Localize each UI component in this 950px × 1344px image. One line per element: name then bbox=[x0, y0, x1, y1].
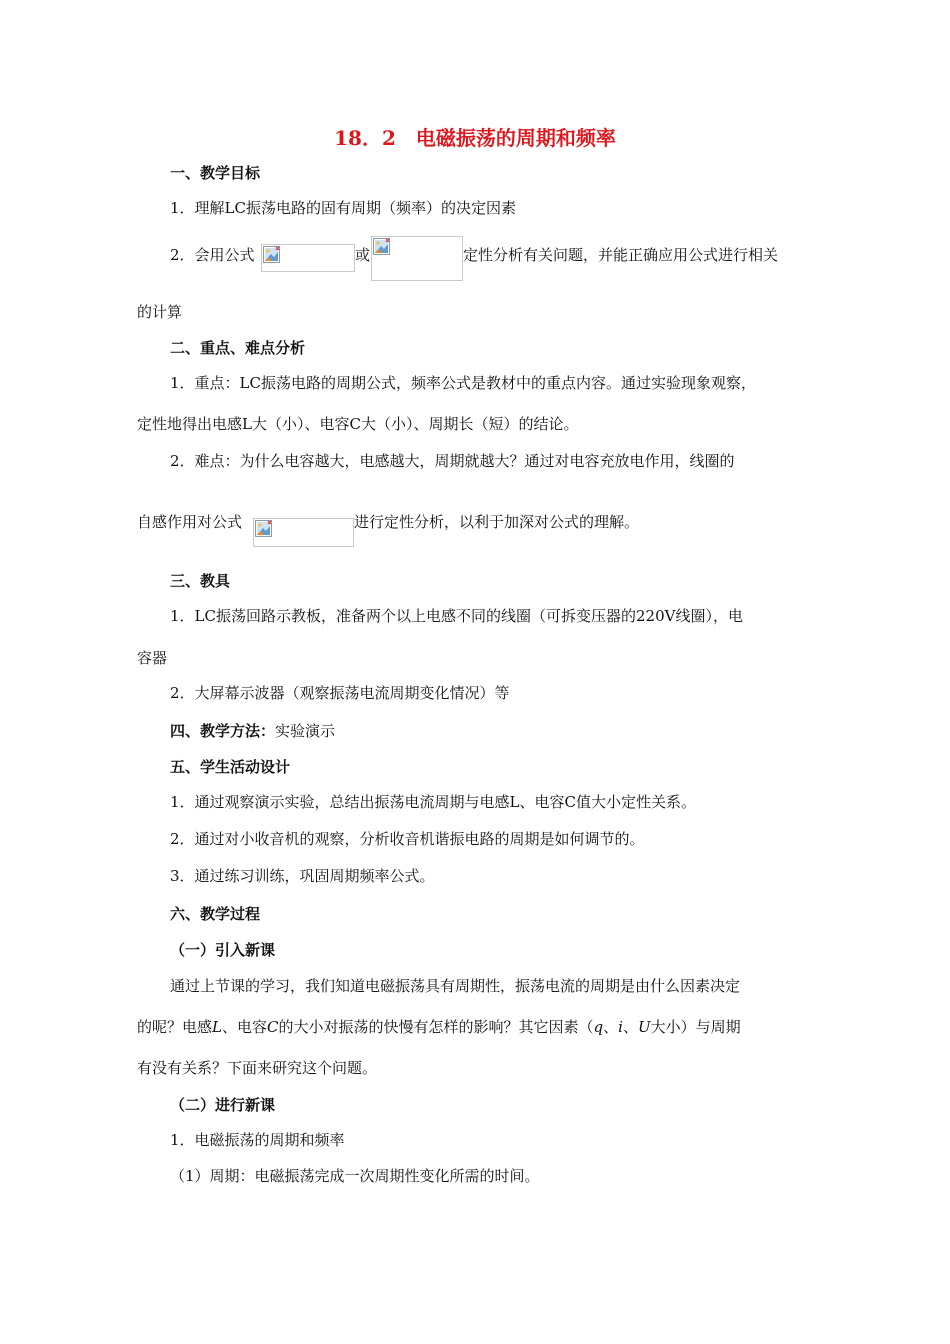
activity-item-3: 3．通过练习训练，巩固周期频率公式。 bbox=[170, 867, 435, 885]
formula-image-placeholder bbox=[371, 236, 463, 281]
broken-image-icon bbox=[263, 246, 280, 263]
equipment-item-1-line-2: 容器 bbox=[137, 649, 168, 667]
objective-item-1: 1．理解LC振荡电路的固有周期（频率）的决定因素 bbox=[170, 199, 516, 217]
section-heading-equipment: 三、教具 bbox=[170, 572, 231, 590]
equipment-item-1-line-1: 1．LC振荡回路示教板，准备两个以上电感不同的线圈（可拆变压器的220V线圈），电 bbox=[170, 607, 743, 625]
objective-item-2-text-b: 定性分析有关问题，并能正确应用公式进行相关 bbox=[463, 246, 779, 264]
objective-item-2-text-a: 2．会用公式 bbox=[170, 246, 255, 264]
broken-image-icon bbox=[255, 520, 272, 537]
difficulty-line-2a: 自感作用对公式 bbox=[137, 513, 243, 531]
subheading-introduction: （一）引入新课 bbox=[170, 941, 276, 959]
page-title: 18．2 电磁振荡的周期和频率 bbox=[334, 126, 616, 150]
section-heading-method: 四、教学方法： bbox=[170, 722, 276, 740]
section-heading-key-points: 二、重点、难点分析 bbox=[170, 339, 306, 357]
key-point-line-2: 定性地得出电感L大（小）、电容C大（小）、周期长（短）的结论。 bbox=[137, 415, 579, 433]
new-lesson-item-1: 1．电磁振荡的周期和频率 bbox=[170, 1131, 345, 1149]
intro-paragraph-line-2: 的呢？电感L、电容C的大小对振荡的快慢有怎样的影响？其它因素（q、i、U大小）与周期 bbox=[137, 1018, 741, 1036]
section-heading-objectives: 一、教学目标 bbox=[170, 164, 261, 182]
broken-image-icon bbox=[373, 238, 390, 255]
activity-item-2: 2．通过对小收音机的观察，分析收音机谐振电路的周期是如何调节的。 bbox=[170, 830, 645, 848]
equipment-item-2: 2．大屏幕示波器（观察振荡电流周期变化情况）等 bbox=[170, 684, 510, 702]
objective-item-2-text-c: 的计算 bbox=[137, 303, 183, 321]
intro-paragraph-line-3: 有没有关系？下面来研究这个问题。 bbox=[137, 1059, 378, 1077]
teaching-method bbox=[170, 721, 335, 741]
formula-image-placeholder bbox=[253, 518, 354, 547]
key-point-line-1: 1．重点：LC振荡电路的周期公式，频率公式是教材中的重点内容。通过实验现象观察， bbox=[170, 374, 756, 392]
activity-item-1: 1．通过观察演示实验，总结出振荡电流周期与电感L、电容C值大小定性关系。 bbox=[170, 793, 696, 811]
section-heading-process: 六、教学过程 bbox=[170, 905, 261, 923]
new-lesson-item-2: （1）周期：电磁振荡完成一次周期性变化所需的时间。 bbox=[170, 1167, 540, 1185]
difficulty-line-1: 2．难点：为什么电容越大，电感越大，周期就越大？通过对电容充放电作用，线圈的 bbox=[170, 452, 735, 470]
difficulty-line-2b: 进行定性分析，以利于加深对公式的理解。 bbox=[354, 513, 640, 531]
intro-paragraph-line-1: 通过上节课的学习，我们知道电磁振荡具有周期性，振荡电流的周期是由什么因素决定 bbox=[170, 977, 741, 995]
objective-item-2-or: 或 bbox=[355, 246, 371, 264]
subheading-new-lesson: （二）进行新课 bbox=[170, 1096, 276, 1114]
method-text: 实验演示 bbox=[275, 722, 336, 740]
formula-image-placeholder bbox=[261, 244, 355, 272]
section-heading-activities: 五、学生活动设计 bbox=[170, 758, 291, 776]
